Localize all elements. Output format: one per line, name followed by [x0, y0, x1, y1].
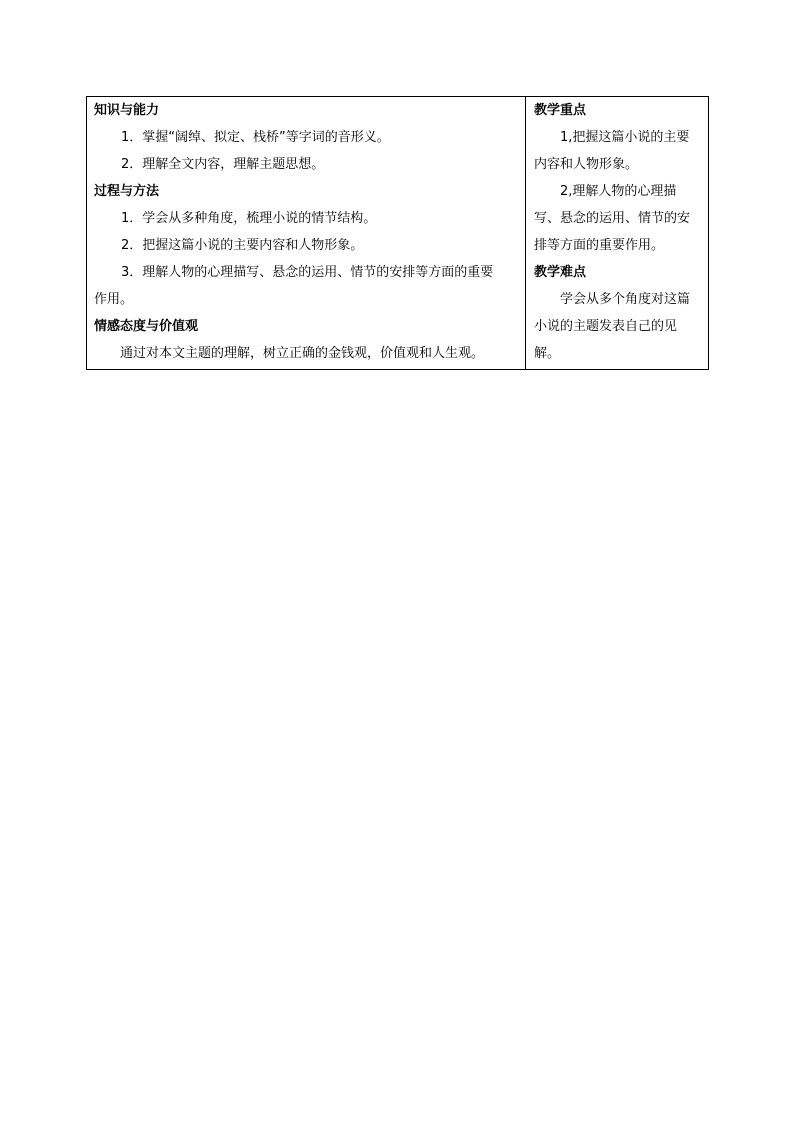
difficulty-heading: 教学难点: [534, 265, 587, 280]
key-points-heading: 教学重点: [534, 103, 587, 118]
emotion-item-1: 通过对本文主题的理解，树立正确的金钱观，价值观和人生观。: [120, 346, 485, 361]
process-item-1: 1．学会从多种角度，梳理小说的情节结构。: [121, 211, 377, 226]
process-item-3-line2: 作用。: [94, 292, 134, 307]
difficulty-point-1: 学会从多个角度对这篇小说的主题发表自己的见解。: [534, 292, 691, 361]
objectives-column: [87, 97, 526, 369]
knowledge-item-1: 1．掌握“阔绰、拟定、栈桥”等字词的音形义。: [121, 130, 390, 145]
knowledge-ability-heading: 知识与能力: [94, 103, 160, 118]
process-item-2: 2．把握这篇小说的主要内容和人物形象。: [121, 238, 364, 253]
key-point-1: 1,把握这篇小说的主要内容和人物形象。: [534, 130, 690, 172]
emotion-values-heading: 情感态度与价值观: [94, 319, 199, 334]
teaching-objectives-table: [86, 96, 709, 370]
process-method-heading: 过程与方法: [94, 184, 160, 199]
key-point-2: 2,理解人物的心理描写、悬念的运用、情节的安排等方面的重要作用。: [534, 184, 691, 253]
knowledge-item-2: 2．理解全文内容，理解主题思想。: [121, 157, 325, 172]
process-item-3-line1: 3．理解人物的心理描写、悬念的运用、情节的安排等方面的重要: [121, 265, 494, 280]
key-points-column: [526, 97, 708, 369]
